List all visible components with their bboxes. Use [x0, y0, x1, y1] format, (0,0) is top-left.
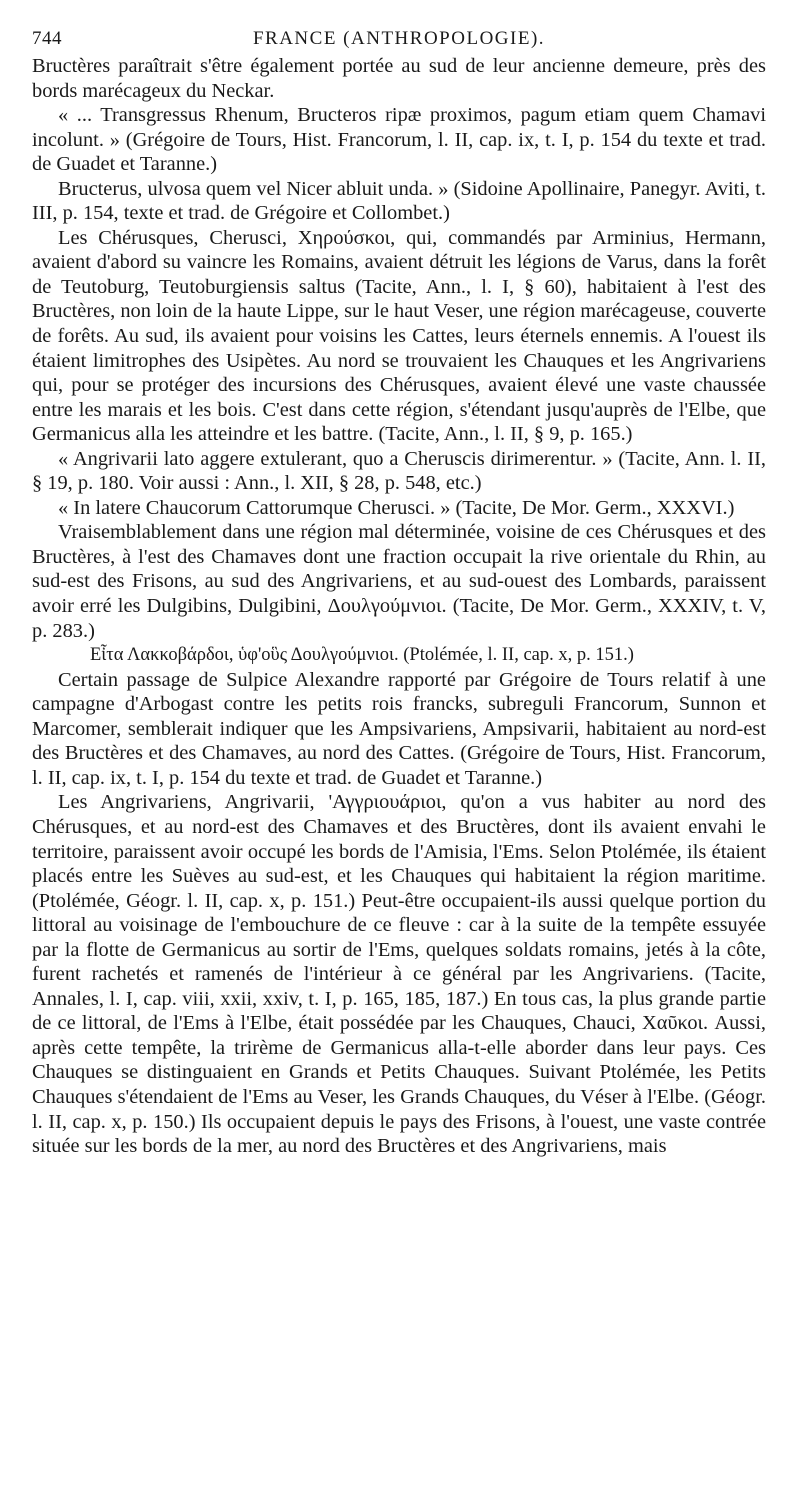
- quotation: « Angrivarii lato aggere extulerant, quo a Cheruscis dirimerentur. » (Tacite, Ann. l. II, § 19, p. 180. Voir aussi : Ann., l. XII, § 28, p. 548, etc.): [32, 447, 766, 495]
- running-title: FRANCE (ANTHROPOLOGIE).: [252, 28, 546, 49]
- greek-quotation: Εἶτα Λακκοβάρδοι, ὑφ'οὓς Δουλγούμνιοι. (Ptolémée, l. II, cap. x, p. 151.): [90, 645, 634, 666]
- quotation: Bructerus, ulvosa quem vel Nicer abluit unda. » (Sidoine Apollinaire, Panegyr. Aviti, t. III, p. 154, texte et trad. de Grégoire et Collombet.): [32, 177, 766, 225]
- quotation: « In latere Chaucorum Cattorumque Cherusci. » (Tacite, De Mor. Germ., XXXVI.): [58, 496, 735, 519]
- paragraph: Vraisemblablement dans une région mal déterminée, voisine de ces Chérusques et des Bructères, à l'est des Chamaves dont une fraction occupait la rive orientale du Rhin, au sud-est des Frisons, au sud des Angrivariens, et au sud-ouest des Lombards, paraissent avoir erré les Dulgibins, Dulgibini, Δουλγούμνιοι. (Tacite, De Mor. Germ., XXXIV, t. V, p. 283.): [32, 521, 766, 642]
- page: [32, 28, 766, 1159]
- paragraph: Les Chérusques, Cherusci, Χηρούσκοι, qui, commandés par Arminius, Hermann, avaient d'abord su vaincre les Romains, avaient détruit les légions de Varus, dans la forêt de Teutoburg, Teutoburgiensis saltus (Tacite, Ann., l. I, § 60), habitaient à l'est des Bructères, non loin de la haute Lippe, sur le haut Veser, une région marécageuse, couverte de forêts. Au sud, ils avaient pour voisins les Cattes, leurs éternels ennemis. A l'ouest ils étaient limitrophes des Usipètes. Au nord se trouvaient les Chauques et les Angrivariens qui, pour se protéger des incursions des Chérusques, avaient élevé une vaste chaussée entre les marais et les bois. C'est dans cette région, s'étendant jusqu'auprès de l'Elbe, que Germanicus alla les atteindre et les battre. (Tacite, Ann., l. II, § 9, p. 165.): [32, 226, 766, 446]
- paragraph: Bructères paraîtrait s'être également portée au sud de leur ancienne demeure, près des bords marécageux du Neckar.: [32, 55, 766, 102]
- running-head: [32, 28, 766, 54]
- body-text: [32, 54, 766, 1159]
- page-number: 744: [32, 28, 62, 49]
- paragraph: Les Angrivariens, Angrivarii, 'Αγγριουάριοι, qu'on a vus habiter au nord des Chérusques, et au nord-est des Chamaves et des Bructères, dont ils avaient envahi le territoire, paraissent avoir occupé les bords de l'Amisia, l'Ems. Selon Ptolémée, ils étaient placés entre les Suèves au sud-est, et les Chauques qui habitaient la région maritime. (Ptolémée, Géogr. l. II, cap. x, p. 151.) Peut-être occupaient-ils aussi quelque portion du littoral au voisinage de l'embouchure de ce fleuve : car à la suite de la tempête essuyée par la flotte de Germanicus au sortir de l'Ems, quelques soldats romains, jetés à la côte, furent rachetés et ramenés de l'intérieur à ce général par les Angrivariens. (Tacite, Annales, l. I, cap. viii, xxii, xxiv, t. I, p. 165, 185, 187.) En tous cas, la plus grande partie de ce littoral, de l'Ems à l'Elbe, était possédée par les Chauques, Chauci, Χαῦκοι. Aussi, après cette tempête, la trirème de Germanicus alla-t-elle aborder dans leur pays. Ces Chauques se distinguaient en Grands et Petits Chauques. Suivant Ptolémée, les Petits Chauques s'étendaient de l'Ems au Veser, les Grands Chauques, du Véser à l'Elbe. (Géogr. l. II, cap. x, p. 150.) Ils occupaient depuis le pays des Frisons, à l'ouest, une vaste contrée située sur les bords de la mer, au nord des Bructères et des Angrivariens, mais: [32, 791, 766, 1158]
- quotation: « ... Transgressus Rhenum, Bructeros ripæ proximos, pagum etiam quem Chamavi incolunt. » (Grégoire de Tours, Hist. Francorum, l. II, cap. ix, t. I, p. 154 du texte et trad. de Guadet et Taranne.): [32, 104, 766, 176]
- paragraph: Certain passage de Sulpice Alexandre rapporté par Grégoire de Tours relatif à une campagne d'Arbogast contre les petits rois francks, subreguli Francorum, Sunnon et Marcomer, semblerait indiquer que les Ampsivariens, Ampsivarii, habitaient au nord-est des Bructères et des Chamaves, au nord des Cattes. (Grégoire de Tours, Hist. Francorum, l. II, cap. ix, t. I, p. 154 du texte et trad. de Guadet et Taranne.): [32, 668, 766, 789]
